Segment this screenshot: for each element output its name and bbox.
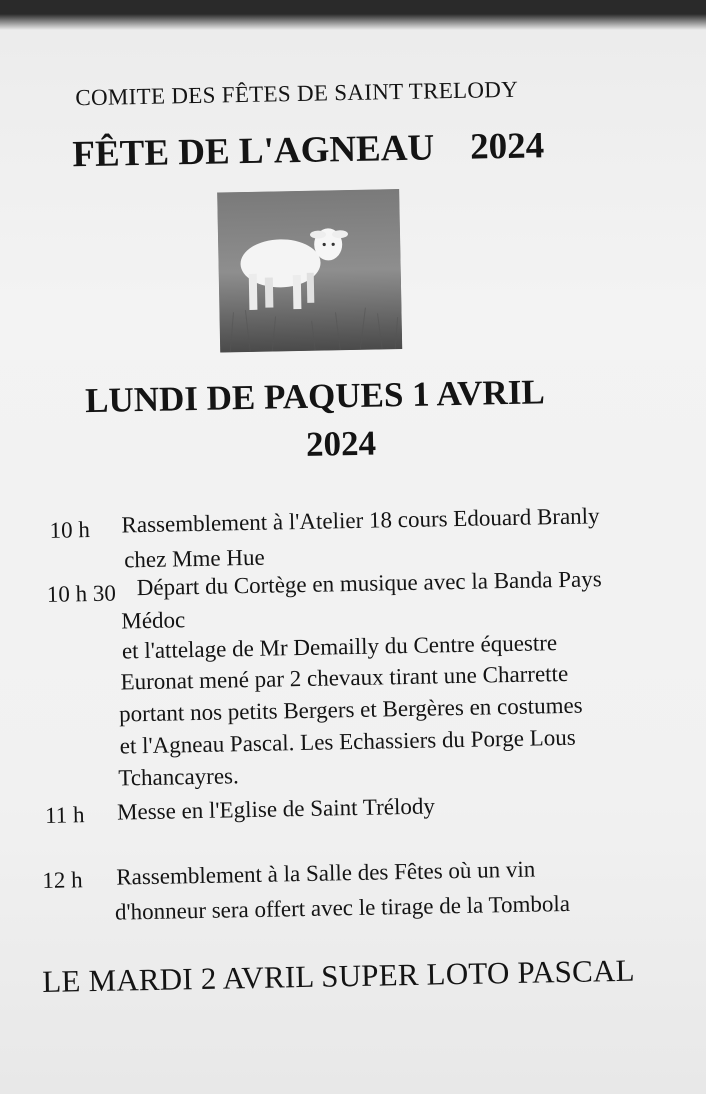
schedule-text: Rassemblement à la Salle des Fêtes où un vin xyxy=(116,856,536,890)
schedule-text: Euronat mené par 2 chevaux tirant une Charrette xyxy=(120,660,569,695)
schedule-time: 12 h xyxy=(42,867,83,894)
footer-announcement: LE MARDI 2 AVRIL SUPER LOTO PASCAL xyxy=(41,952,635,1000)
event-title-text: FÊTE DE L'AGNEAU xyxy=(72,127,435,176)
schedule-text: Rassemblement à l'Atelier 18 cours Edouard Branly xyxy=(121,503,600,538)
schedule-text: Départ du Cortège en musique avec la Banda Pays xyxy=(136,566,602,601)
event-date-line2: 2024 xyxy=(305,423,377,464)
schedule-text: d'honneur sera offert avec le tirage de la Tombola xyxy=(114,890,571,925)
event-date-line1: LUNDI DE PAQUES 1 AVRIL xyxy=(84,372,546,421)
schedule-time: 10 h 30 xyxy=(46,580,117,607)
schedule-text: Tchancayres. xyxy=(118,763,239,791)
schedule-text: et l'attelage de Mr Demailly du Centre équestre xyxy=(121,630,558,664)
schedule-time: 10 h xyxy=(49,517,91,543)
schedule-text: Médoc xyxy=(121,607,186,634)
schedule-text: et l'Agneau Pascal. Les Echassiers du Porge Lous xyxy=(119,724,576,759)
schedule-time: 11 h xyxy=(44,802,85,828)
lamb-illustration xyxy=(217,189,402,352)
event-title xyxy=(72,122,653,176)
schedule-text: Messe en l'Eglise de Saint Trélody xyxy=(116,793,436,825)
organizer-name: COMITE DES FÊTES DE SAINT TRELODY xyxy=(75,76,519,111)
schedule-text: chez Mme Hue xyxy=(123,544,265,573)
event-title-year: 2024 xyxy=(469,125,545,168)
lamb-photo xyxy=(217,189,402,352)
schedule-text: portant nos petits Bergers et Bergères en costumes xyxy=(118,692,583,727)
